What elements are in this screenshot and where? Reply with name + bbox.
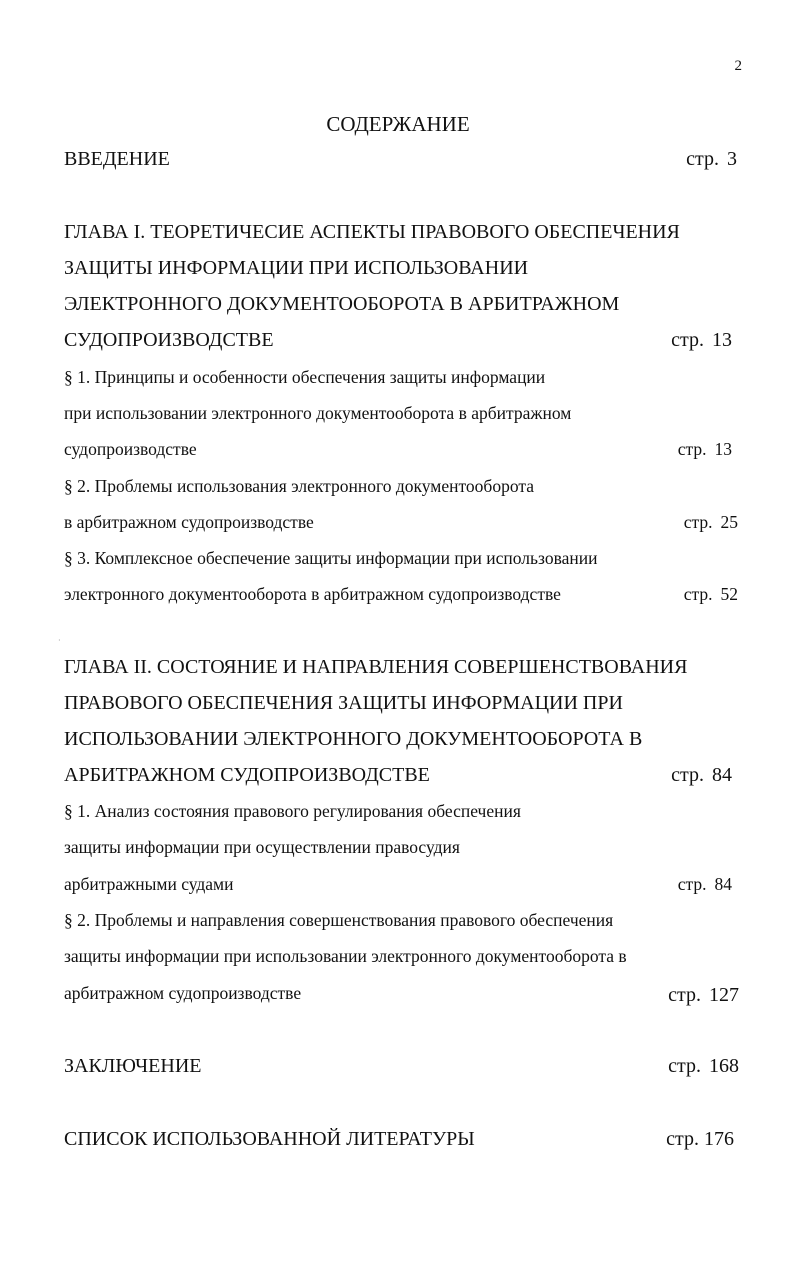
chapter2-heading-line: ГЛАВА II. СОСТОЯНИЕ И НАПРАВЛЕНИЯ СОВЕРШЕНСТВОВАНИЯ [64,656,688,678]
chapter1-section3-line: электронного документооборота в арбитражном судопроизводстве [64,584,561,604]
chapter2-page: стр. 84 [671,764,732,786]
chapter1-section2-line: § 2. Проблемы использования электронного документооборота [64,476,534,496]
chapter1-page: стр. 13 [671,329,732,351]
chapter1-section1-page: стр. 13 [677,439,732,459]
toc-entry-intro-page: стр. 3 [686,148,737,170]
toc-entry-conclusion-title: ЗАКЛЮЧЕНИЕ [64,1055,202,1077]
chapter1-section2-line: в арбитражном судопроизводстве [64,512,314,532]
chapter2-section2-page: стр. 127 [668,984,739,1006]
chapter2-section1-line: § 1. Анализ состояния правового регулирования обеспечения [64,801,521,821]
toc-entry-bibliography-page: стр. 176 [666,1128,734,1150]
chapter1-heading-line: ЭЛЕКТРОННОГО ДОКУМЕНТООБОРОТА В АРБИТРАЖНОМ [64,293,620,315]
chapter2-section2-line: § 2. Проблемы и направления совершенствования правового обеспечения [64,910,614,930]
chapter2-section2-line: арбитражном судопроизводстве [64,983,302,1003]
chapter1-section1-line: § 1. Принципы и особенности обеспечения защиты информации [64,367,546,387]
chapter2-section1-line: арбитражными судами [64,874,234,894]
chapter2-heading-line: ПРАВОВОГО ОБЕСПЕЧЕНИЯ ЗАЩИТЫ ИНФОРМАЦИИ ПРИ [64,692,623,714]
scan-speck: · [58,636,61,645]
chapter2-heading-line: АРБИТРАЖНОМ СУДОПРОИЗВОДСТВЕ [64,764,430,786]
page-number: 2 [734,58,742,74]
chapter2-section2-line: защиты информации при использовании электронного документооборота в [64,946,627,966]
chapter1-section2-page: стр. 25 [683,512,738,532]
chapter2-section1-line: защиты информации при осуществлении правосудия [64,837,460,857]
toc-entry-bibliography-title: СПИСОК ИСПОЛЬЗОВАННОЙ ЛИТЕРАТУРЫ [64,1128,475,1150]
toc-entry-intro-title: ВВЕДЕНИЕ [64,148,170,170]
chapter1-section3-line: § 3. Комплексное обеспечение защиты информации при использовании [64,548,598,568]
toc-title: СОДЕРЖАНИЕ [326,112,470,136]
chapter1-heading-line: ЗАЩИТЫ ИНФОРМАЦИИ ПРИ ИСПОЛЬЗОВАНИИ [64,257,529,279]
chapter1-section1-line: судопроизводстве [64,439,197,459]
chapter2-heading-line: ИСПОЛЬЗОВАНИИ ЭЛЕКТРОННОГО ДОКУМЕНТООБОРОТА В [64,728,643,750]
chapter1-section1-line: при использовании электронного документооборота в арбитражном [64,403,572,423]
chapter1-heading-line: ГЛАВА I. ТЕОРЕТИЧЕСИЕ АСПЕКТЫ ПРАВОВОГО ОБЕСПЕЧЕНИЯ [64,221,680,243]
chapter1-heading-line: СУДОПРОИЗВОДСТВЕ [64,329,274,351]
chapter2-section1-page: стр. 84 [677,874,732,894]
toc-entry-conclusion-page: стр. 168 [668,1055,739,1077]
chapter1-section3-page: стр. 52 [683,584,738,604]
